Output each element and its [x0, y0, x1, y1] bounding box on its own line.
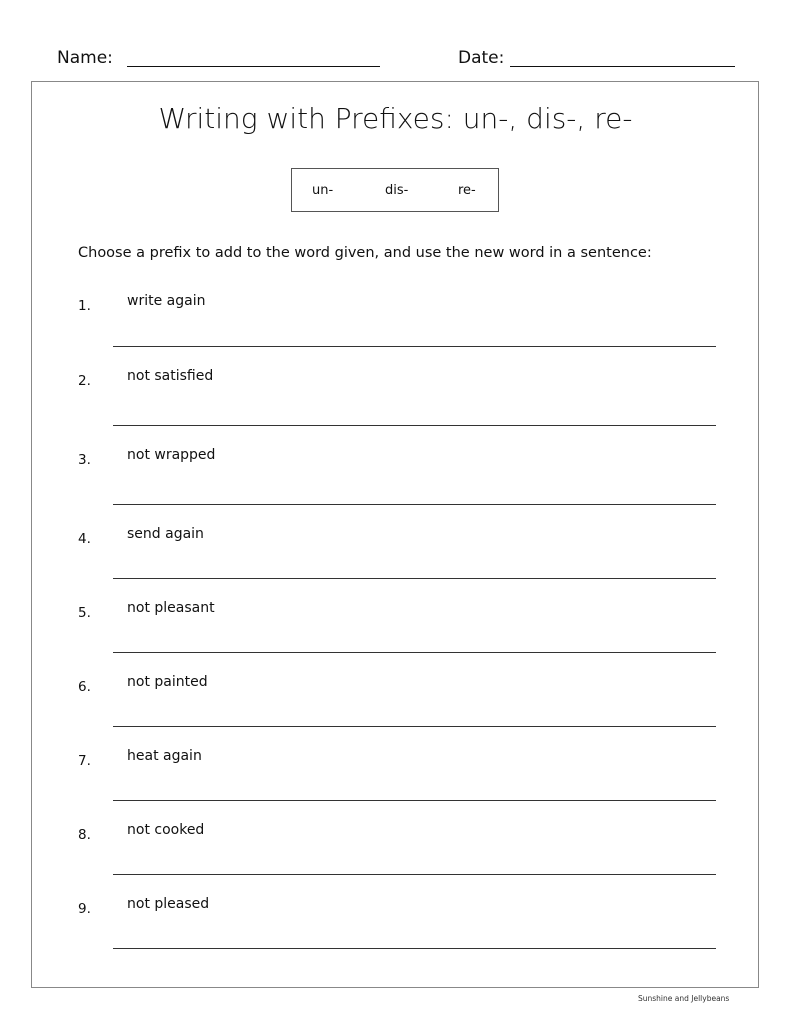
- item-number: 8.: [78, 827, 91, 843]
- word-bank-item: un-: [312, 183, 334, 198]
- instructions: Choose a prefix to add to the word given, and use the new word in a sentence:: [78, 245, 652, 261]
- answer-line[interactable]: [113, 874, 716, 875]
- answer-line[interactable]: [113, 504, 716, 505]
- answer-line[interactable]: [113, 425, 716, 426]
- name-label: Name:: [57, 48, 113, 68]
- page-title: Writing with Prefixes: un-, dis-, re-: [158, 102, 633, 135]
- item-number: 5.: [78, 605, 91, 621]
- word-bank-item: dis-: [385, 183, 409, 198]
- item-word: heat again: [127, 748, 202, 764]
- item-word: write again: [127, 293, 206, 309]
- item-word: not satisfied: [127, 368, 214, 384]
- item-number: 7.: [78, 753, 91, 769]
- answer-line[interactable]: [113, 800, 716, 801]
- answer-line[interactable]: [113, 726, 716, 727]
- item-number: 6.: [78, 679, 91, 695]
- item-word: not pleased: [127, 896, 210, 912]
- answer-line[interactable]: [113, 948, 716, 949]
- item-word: not painted: [127, 674, 208, 690]
- word-bank-item: re-: [458, 183, 476, 198]
- name-field[interactable]: [127, 66, 380, 67]
- answer-line[interactable]: [113, 652, 716, 653]
- answer-line[interactable]: [113, 346, 716, 347]
- footer-credit: Sunshine and Jellybeans: [638, 994, 730, 1003]
- item-number: 2.: [78, 373, 91, 389]
- item-number: 1.: [78, 298, 91, 314]
- item-number: 4.: [78, 531, 91, 547]
- date-label: Date:: [458, 48, 505, 68]
- answer-line[interactable]: [113, 578, 716, 579]
- item-number: 9.: [78, 901, 91, 917]
- item-number: 3.: [78, 452, 91, 468]
- item-word: send again: [127, 526, 204, 542]
- item-word: not cooked: [127, 822, 205, 838]
- item-word: not pleasant: [127, 600, 215, 616]
- date-field[interactable]: [510, 66, 735, 67]
- word-bank: [291, 168, 499, 212]
- item-word: not wrapped: [127, 447, 216, 463]
